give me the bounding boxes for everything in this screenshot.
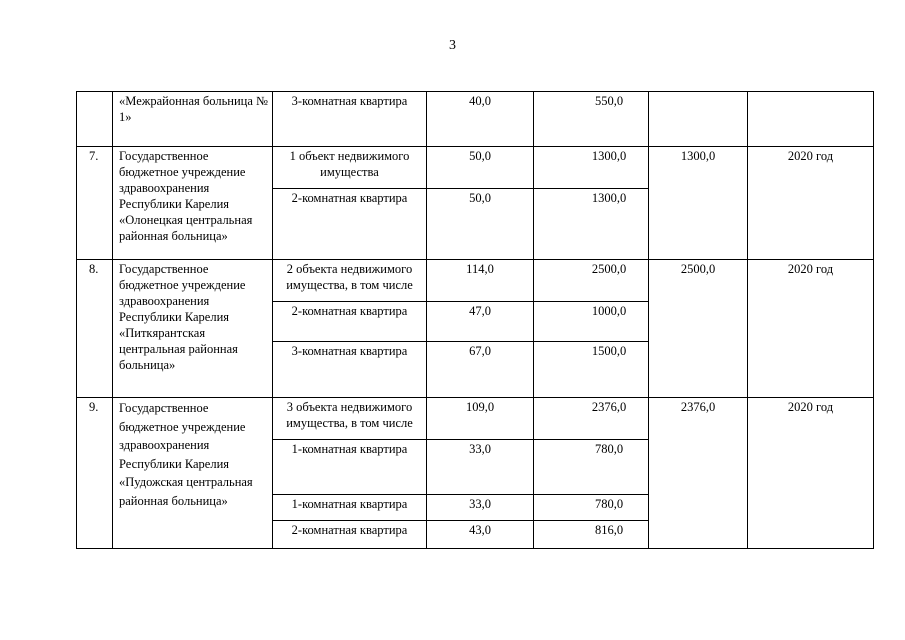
property-price: 780,0 [534,495,649,521]
property-type: 3 объекта недвижимого имущества, в том числе [273,398,427,440]
total-amount: 2500,0 [649,260,748,398]
property-price: 1000,0 [534,302,649,342]
year: 2020 год [748,398,874,549]
table-row [77,147,874,189]
property-price: 550,0 [534,92,649,147]
page-number: 3 [449,38,456,53]
property-type: 1-комнатная квартира [273,440,427,495]
property-price: 1500,0 [534,342,649,398]
property-type: 3-комнатная квартира [273,342,427,398]
institution-name: Государственное бюджетное учреждение здравоохранения Республики Карелия «Пудожская центральная районная больница» [113,398,273,549]
year [748,92,874,147]
property-type: 2-комнатная квартира [273,521,427,549]
property-type: 1 объект недвижимого имущества [273,147,427,189]
property-area: 43,0 [427,521,534,549]
total-amount: 2376,0 [649,398,748,549]
property-type: 1-комнатная квартира [273,495,427,521]
institution-name: Государственное бюджетное учреждение здравоохранения Республики Карелия «Олонецкая центральная районная больница» [113,147,273,260]
property-price: 2500,0 [534,260,649,302]
property-area: 40,0 [427,92,534,147]
property-area: 109,0 [427,398,534,440]
property-area: 67,0 [427,342,534,398]
row-number: 7. [77,147,113,260]
property-area: 114,0 [427,260,534,302]
institution-name: «Межрайонная больница № 1» [113,92,273,147]
property-price: 816,0 [534,521,649,549]
property-type: 2-комнатная квартира [273,302,427,342]
property-price: 780,0 [534,440,649,495]
institution-name: Государственное бюджетное учреждение здравоохранения Республики Карелия «Питкярантская центральная районная больница» [113,260,273,398]
property-area: 50,0 [427,147,534,189]
property-price: 2376,0 [534,398,649,440]
row-number: 8. [77,260,113,398]
table-row [77,398,874,440]
property-price: 1300,0 [534,147,649,189]
row-number [77,92,113,147]
property-area: 33,0 [427,440,534,495]
property-area: 47,0 [427,302,534,342]
property-area: 33,0 [427,495,534,521]
total-amount [649,92,748,147]
property-price: 1300,0 [534,189,649,260]
year: 2020 год [748,260,874,398]
row-number: 9. [77,398,113,549]
property-table [76,91,874,549]
table-row [77,260,874,302]
property-type: 3-комнатная квартира [273,92,427,147]
year: 2020 год [748,147,874,260]
property-type: 2-комнатная квартира [273,189,427,260]
property-area: 50,0 [427,189,534,260]
property-type: 2 объекта недвижимого имущества, в том числе [273,260,427,302]
total-amount: 1300,0 [649,147,748,260]
table-row [77,92,874,147]
